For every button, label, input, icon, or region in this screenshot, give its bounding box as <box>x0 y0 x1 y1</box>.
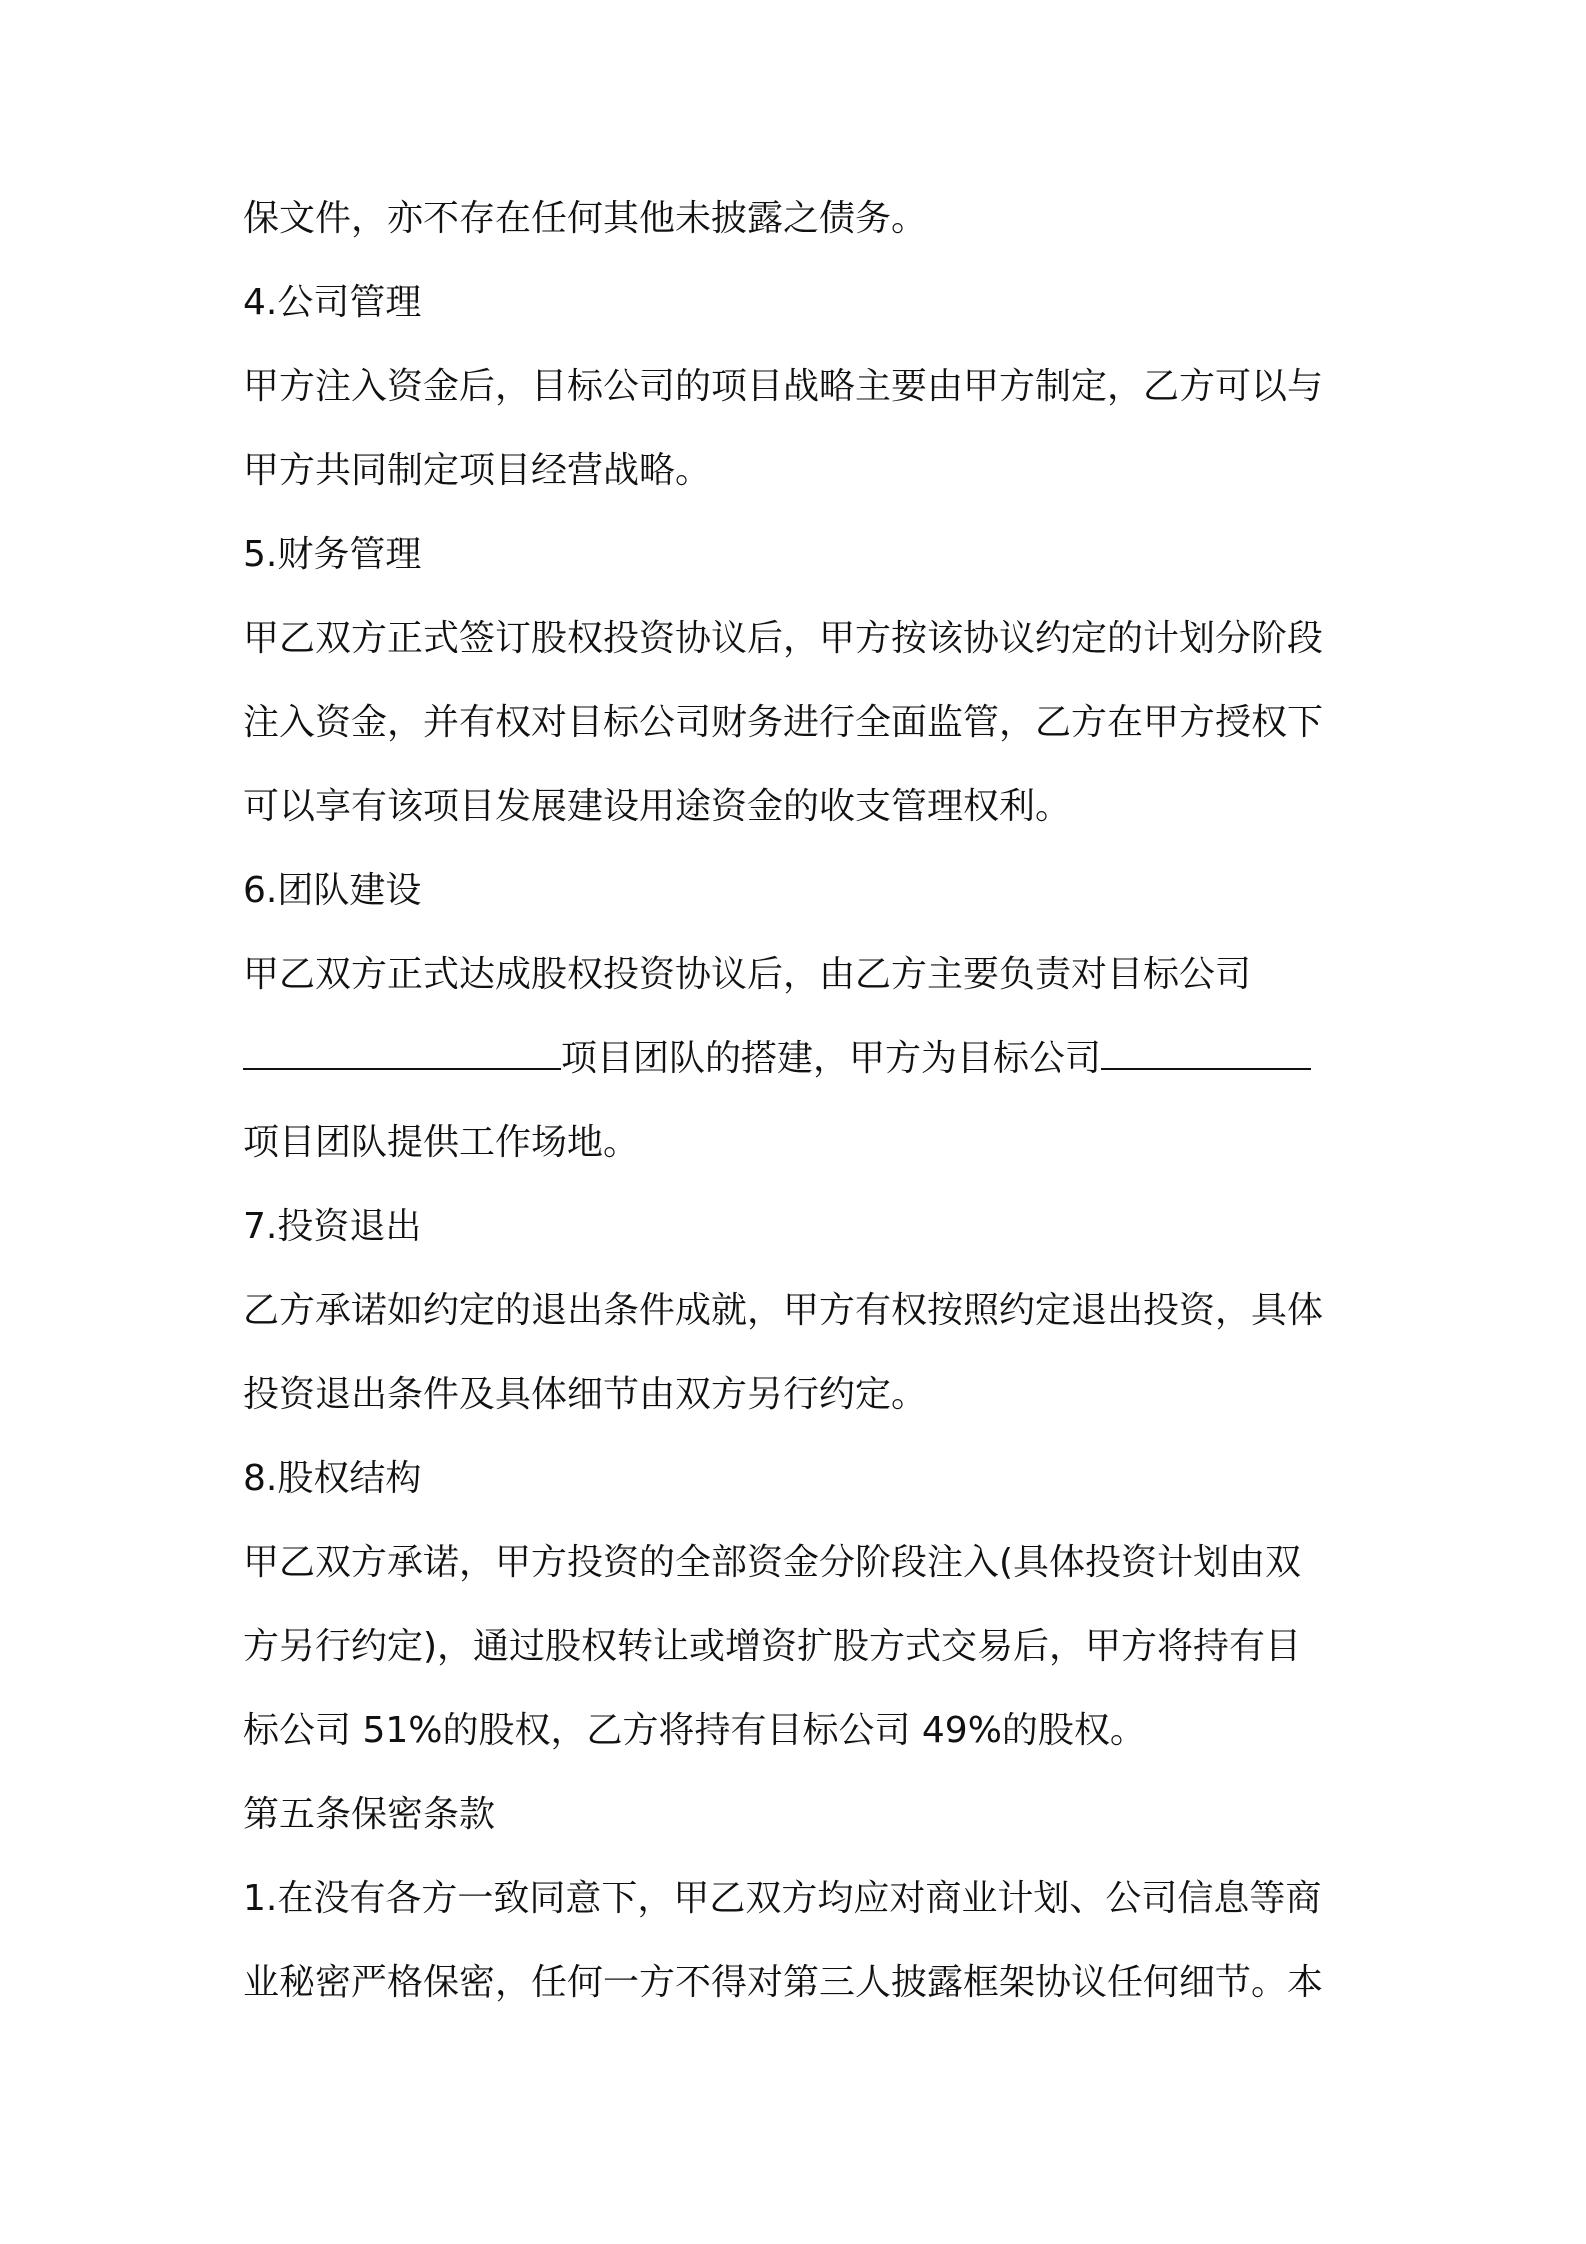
fill-in-blank <box>1101 1038 1311 1070</box>
paragraph-line: 甲乙双方正式签订股权投资协议后，甲方按该协议约定的计划分阶段 <box>243 618 1324 659</box>
paragraph-line: 投资退出条件及具体细节由双方另行约定。 <box>243 1374 928 1415</box>
fill-in-line <box>243 1038 1353 1080</box>
paragraph-line: 1.在没有各方一致同意下，甲乙双方均应对商业计划、公司信息等商 <box>243 1878 1322 1919</box>
paragraph-line: 可以享有该项目发展建设用途资金的收支管理权利。 <box>243 786 1072 827</box>
fill-in-blank <box>243 1038 561 1070</box>
paragraph-line: 甲方注入资金后，目标公司的项目战略主要由甲方制定，乙方可以与 <box>243 366 1324 407</box>
section-heading: 4.公司管理 <box>243 282 422 323</box>
document-body <box>243 198 1353 2046</box>
paragraph-line: 方另行约定)，通过股权转让或增资扩股方式交易后，甲方将持有目 <box>243 1626 1302 1667</box>
section-heading: 6.团队建设 <box>243 870 422 911</box>
paragraph-line: 标公司 51%的股权，乙方将持有目标公司 49%的股权。 <box>243 1710 1146 1751</box>
article-heading: 第五条保密条款 <box>243 1794 496 1835</box>
paragraph-line: 甲乙双方承诺，甲方投资的全部资金分阶段注入(具体投资计划由双 <box>243 1542 1302 1583</box>
fill-in-line-text: 项目团队的搭建，甲方为目标公司 <box>561 1038 1102 1079</box>
paragraph-line: 保文件，亦不存在任何其他未披露之债务。 <box>243 198 928 239</box>
paragraph-line: 注入资金，并有权对目标公司财务进行全面监管，乙方在甲方授权下 <box>243 702 1324 743</box>
paragraph-line: 项目团队提供工作场地。 <box>243 1122 640 1163</box>
section-heading: 5.财务管理 <box>243 534 422 575</box>
section-heading: 8.股权结构 <box>243 1458 422 1499</box>
paragraph-line: 甲方共同制定项目经营战略。 <box>243 450 712 491</box>
paragraph-line: 甲乙双方正式达成股权投资协议后，由乙方主要负责对目标公司 <box>243 954 1252 995</box>
section-heading: 7.投资退出 <box>243 1206 422 1247</box>
paragraph-line: 业秘密严格保密，任何一方不得对第三人披露框架协议任何细节。本 <box>243 1962 1324 2003</box>
paragraph-line: 乙方承诺如约定的退出条件成就，甲方有权按照约定退出投资，具体 <box>243 1290 1324 1331</box>
